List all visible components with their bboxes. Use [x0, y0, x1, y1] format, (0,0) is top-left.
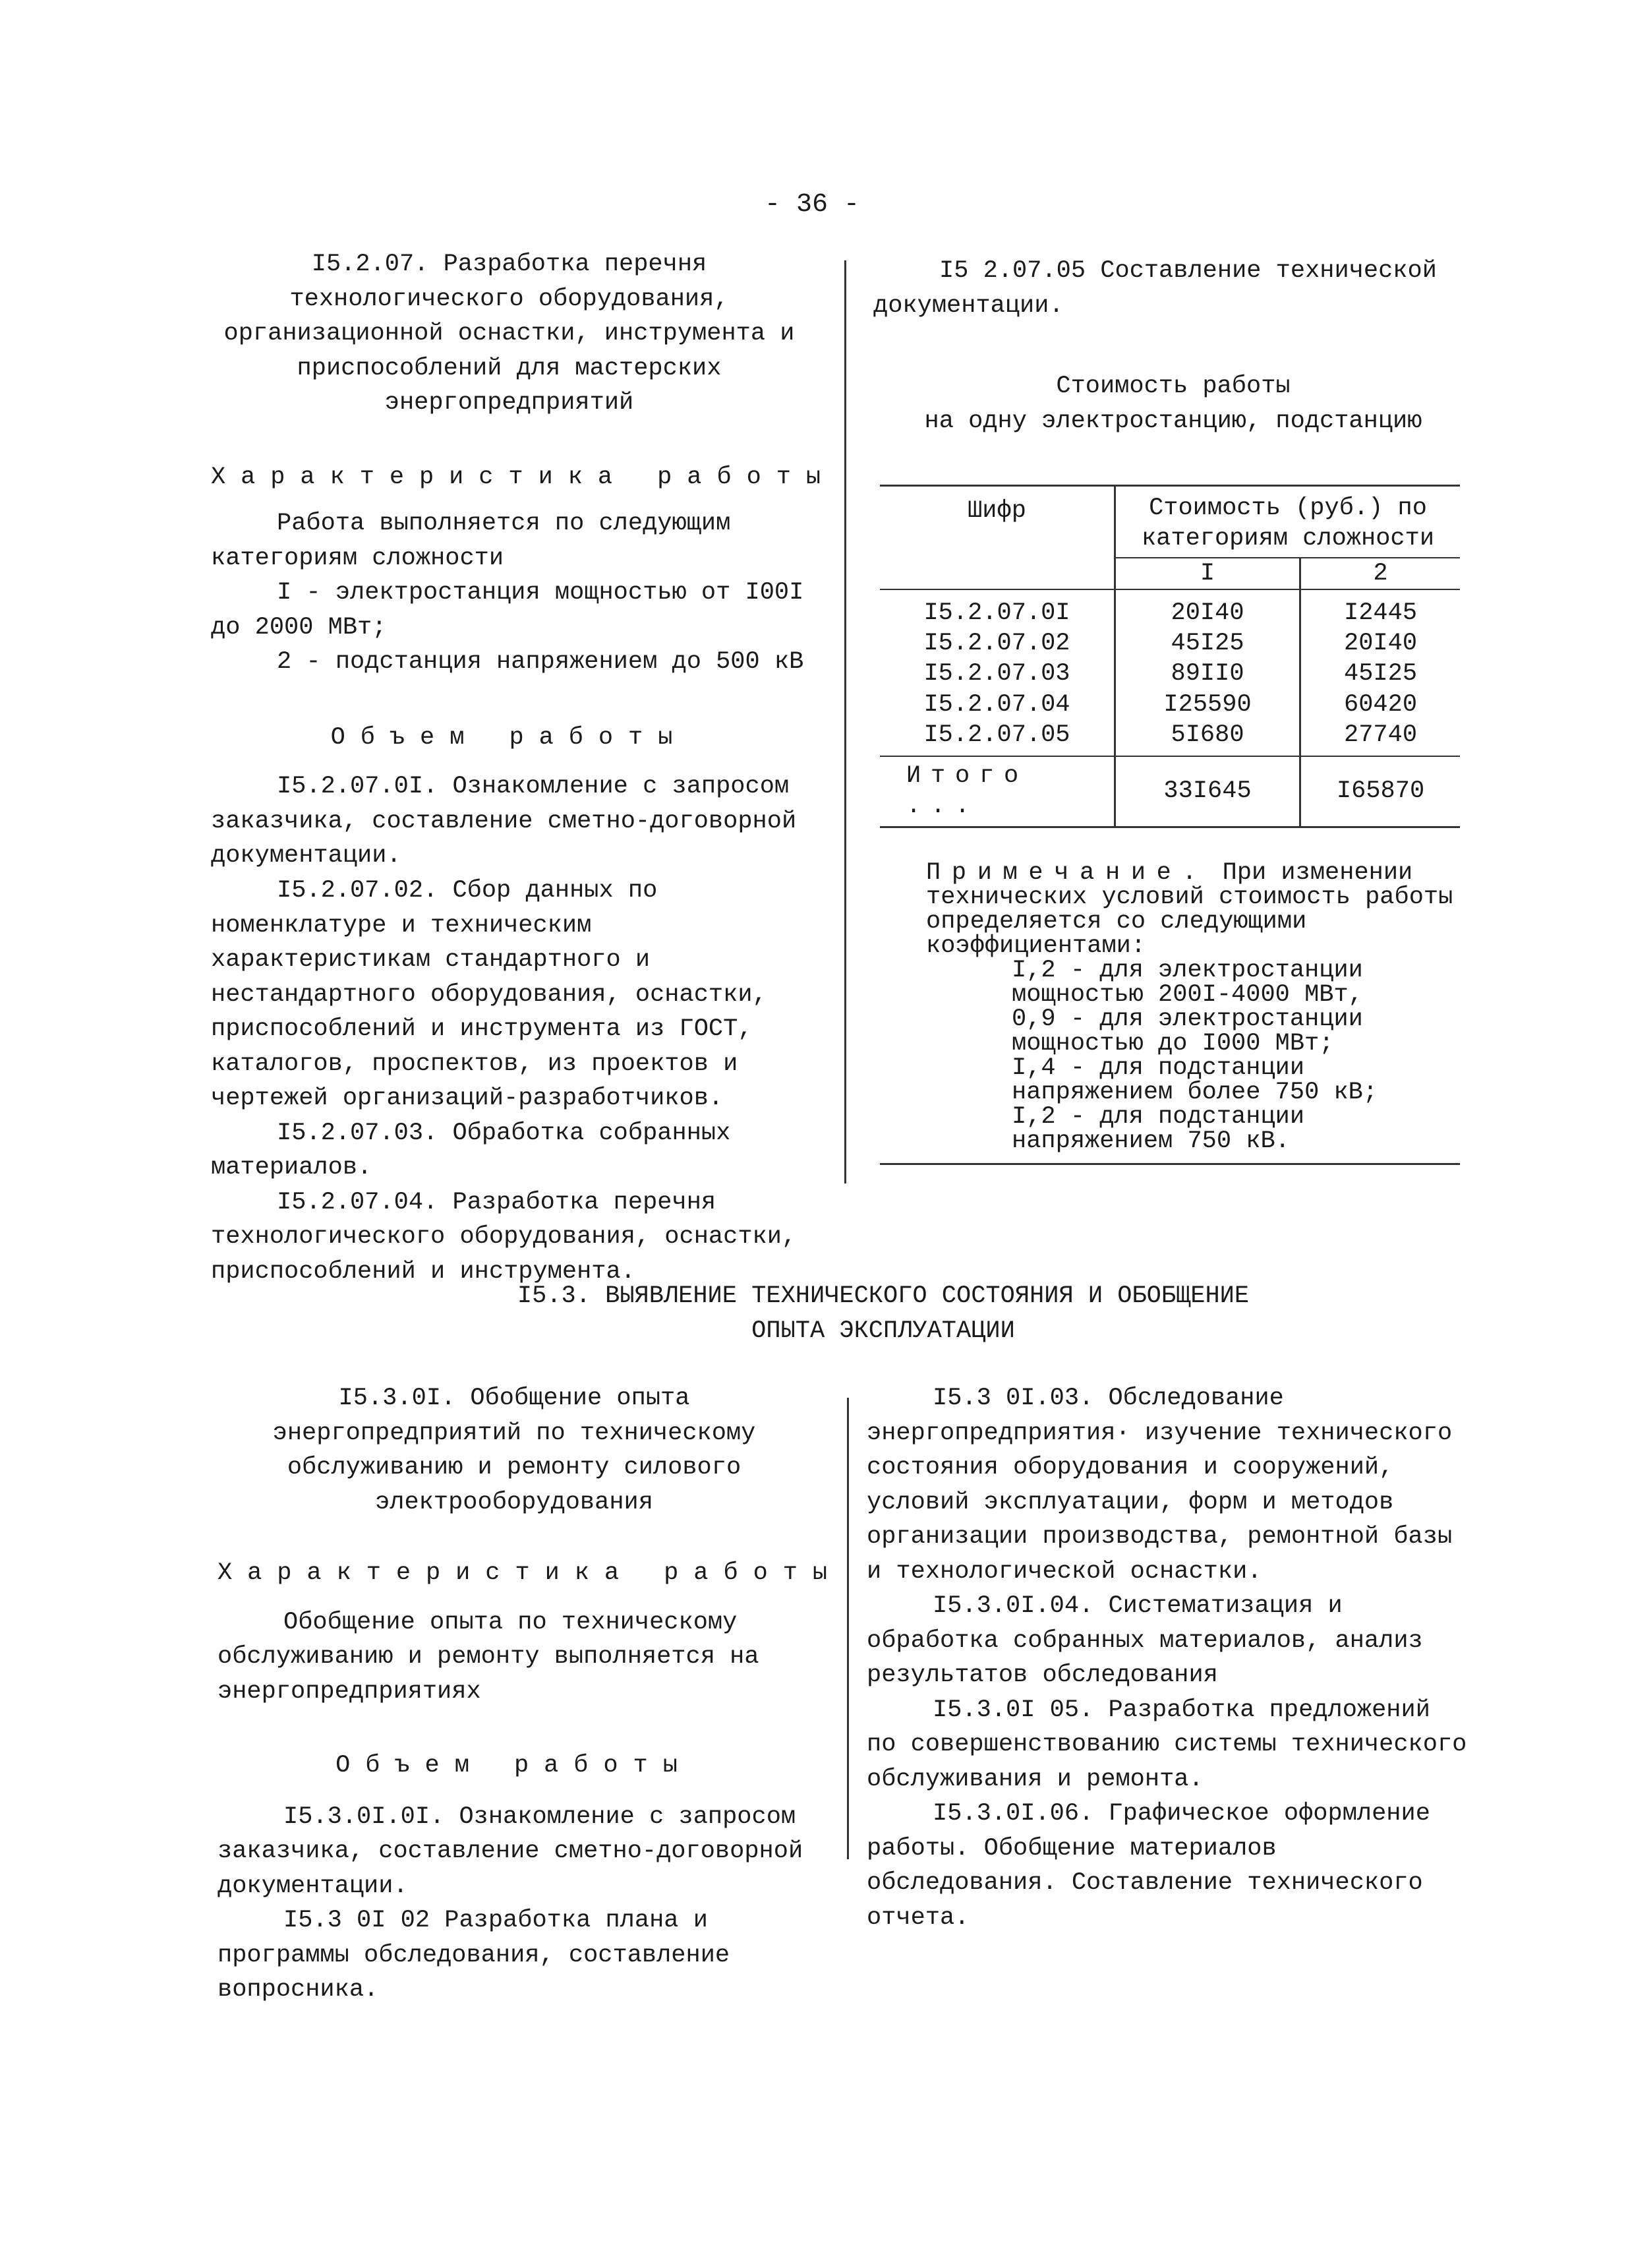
- table-row: [880, 589, 1460, 628]
- table-header-cat-2: 2: [1300, 558, 1460, 589]
- table-row: [880, 659, 1460, 689]
- work-item: I5.3 0I 02 Разработка плана и программы обследования, составление вопросника.: [218, 1907, 730, 2004]
- column-divider: [847, 1398, 849, 1859]
- cost-subtitle: на одну электростанцию, подстанцию: [924, 407, 1422, 435]
- note-label: Примечание.: [926, 858, 1208, 887]
- category-2: 2 - подстанция напряжением до 500 кВ: [277, 648, 804, 676]
- volume-heading: Объем работы: [330, 723, 688, 752]
- row-code: I5.2.07.04: [880, 690, 1115, 720]
- note: [926, 858, 1460, 1163]
- cost-table: [880, 485, 1460, 828]
- row-cat-2: 60420: [1344, 690, 1418, 719]
- characteristics-text: Обобщение опыта по техническому обслуживанию и ремонту выполняется на энергопредприятиях: [218, 1608, 759, 1706]
- table-row: [880, 628, 1460, 659]
- row-cat-2: 45I25: [1344, 660, 1418, 688]
- section-title: I5.3.0I. Обобщение опыта энергопредприятий по техническому обслуживанию и ремонту силового электрооборудования: [272, 1385, 756, 1516]
- note-item: I,2 - для электростанции мощностью 200I-4000 МВт,: [1012, 956, 1363, 1009]
- total-label: Итого ...: [880, 756, 1115, 826]
- table-header-cat-1: I: [1115, 558, 1300, 589]
- row-cat-1: 45I25: [1115, 628, 1300, 659]
- work-item: I5.3.0I.06. Графическое оформление работы. Обобщение материалов обследования. Составление технического отчета.: [867, 1800, 1430, 1932]
- section-15-3-01-right: [867, 1381, 1473, 1936]
- row-cat-1: 89II0: [1115, 659, 1300, 689]
- characteristics-heading: Характеристика работы: [218, 1559, 843, 1588]
- section-15-3-01-left: [218, 1381, 843, 2008]
- table-row: [880, 690, 1460, 720]
- row-cat-1: 20I40: [1115, 589, 1300, 628]
- row-cat-2: I2445: [1344, 599, 1418, 627]
- row-code: I5.2.07.0I: [880, 589, 1115, 628]
- note-rule: [880, 1163, 1460, 1165]
- section-15-2-07-left: [211, 247, 836, 1289]
- total-cat-1: 33I645: [1115, 756, 1300, 826]
- row-cat-2: 27740: [1300, 720, 1460, 756]
- work-item: I5.2.07.02. Сбор данных по номенклатуре и техническим характеристикам стандартного и нестандартного оборудования, оснастки, приспособлений и инструмента из ГОСТ, каталогов, проспектов, из проектов и чертежей организаций-разработчиков.: [211, 876, 767, 1113]
- section-15-2-07-right: [873, 254, 1473, 1165]
- note-item: I,4 - для подстанции напряжением более 750 кВ;: [1012, 1054, 1378, 1106]
- work-item: I5 2.07.05 Составление технической документации.: [873, 257, 1437, 320]
- work-item: I5.2.07.0I. Ознакомление с запросом заказчика, составление сметно-договорной документации.: [211, 773, 797, 870]
- category-1: I - электростанция мощностью от I00I до 2000 МВт;: [211, 579, 804, 642]
- page-number: - 36 -: [765, 190, 860, 220]
- section-15-3-heading: I5.3. ВЫЯВЛЕНИЕ ТЕХНИЧЕСКОГО СОСТОЯНИЯ И ОБОБЩЕНИЕ ОПЫТА ЭКСПЛУАТАЦИИ: [517, 1282, 1250, 1345]
- row-cat-2: 20I40: [1344, 630, 1418, 658]
- characteristics-heading: Характеристика работы: [211, 463, 836, 491]
- row-code: I5.2.07.05: [880, 720, 1115, 756]
- row-code: I5.2.07.02: [880, 628, 1115, 659]
- work-item: I5.3 0I.03. Обследование энергопредприятия· изучение технического состояния оборудования и сооружений, условий эксплуатации, форм и методов организации производства, ремонтной базы и технологической оснастки.: [867, 1385, 1453, 1586]
- note-item: 0,9 - для электростанции мощностью до I000 МВт;: [1012, 1005, 1363, 1058]
- note-item: I,2 - для подстанции напряжением 750 кВ.: [1012, 1102, 1305, 1155]
- work-item: I5.3.0I.04. Систематизация и обработка собранных материалов, анализ результатов обследования: [867, 1592, 1423, 1690]
- work-item: I5.2.07.04. Разработка перечня технологического оборудования, оснастки, приспособлений и инструмента.: [211, 1188, 797, 1286]
- characteristics-text: Работа выполняется по следующим категориям сложности: [211, 510, 731, 572]
- total-cat-2: I65870: [1336, 777, 1425, 806]
- section-title: I5.2.07. Разработка перечня технологического оборудования, организационной оснастки, инструмента и приспособлений для мастерских энергопредприятий: [223, 251, 795, 417]
- row-code: I5.2.07.03: [880, 659, 1115, 689]
- table-header-code: Шифр: [880, 487, 1115, 589]
- note-text: При изменении технических условий стоимость работы определяется со следующими коэффициентами:: [926, 858, 1453, 960]
- work-item: I5.3.0I 05. Разработка предложений по совершенствованию системы технического обслуживания и ремонта.: [867, 1696, 1467, 1793]
- table-total-row: [880, 756, 1460, 826]
- volume-heading: Объем работы: [335, 1752, 693, 1780]
- cost-title: Стоимость работы: [1056, 373, 1291, 401]
- table-header-cost: Стоимость (руб.) по категориям сложности: [1115, 487, 1461, 558]
- row-cat-1: 5I680: [1115, 720, 1300, 756]
- work-item: I5.2.07.03. Обработка собранных материалов.: [211, 1119, 731, 1182]
- column-divider: [844, 260, 846, 1183]
- row-cat-1: I25590: [1115, 690, 1300, 720]
- work-item: I5.3.0I.0I. Ознакомление с запросом заказчика, составление сметно-договорной документации.: [218, 1803, 803, 1900]
- table-row: [880, 720, 1460, 756]
